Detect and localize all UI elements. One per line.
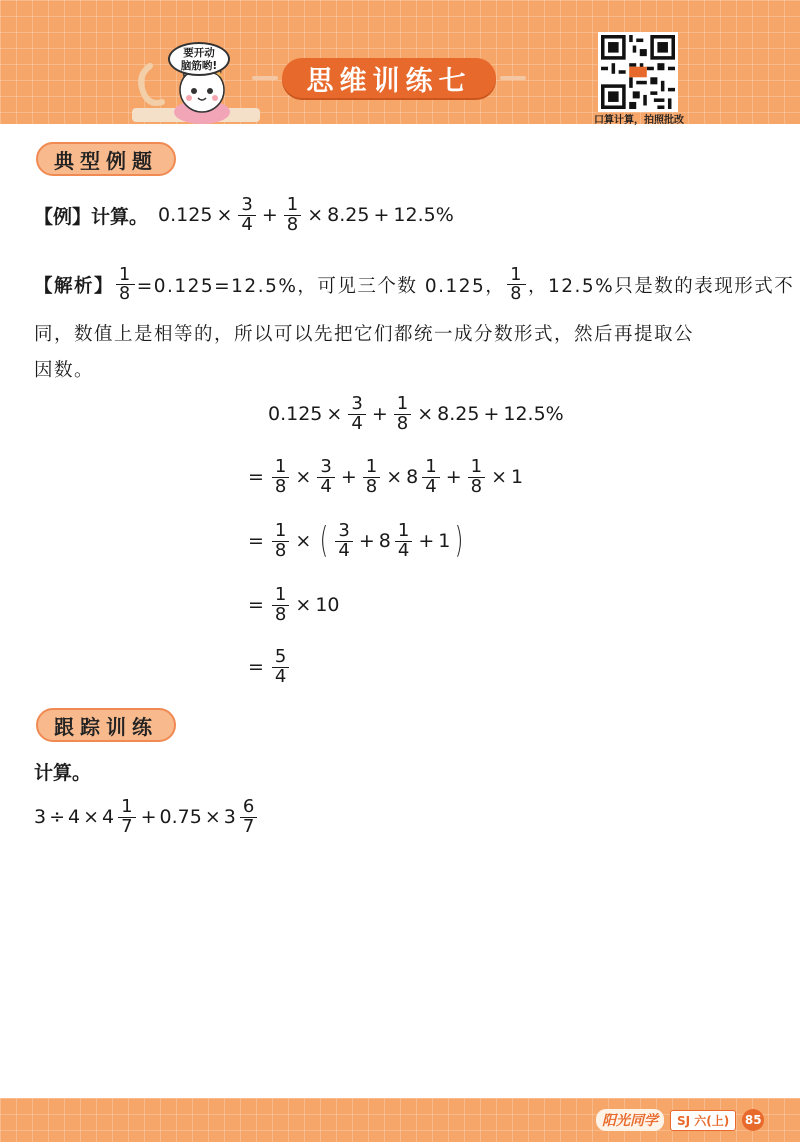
mixed-number [224, 798, 260, 837]
fraction [272, 522, 289, 561]
fraction [363, 458, 380, 497]
solution-step-3: = $\frac{1}{8}$ × 10 [248, 584, 340, 625]
qr-code[interactable] [598, 32, 678, 112]
fraction-den: 4 [241, 213, 253, 235]
page-title: 思维训练七 [282, 58, 496, 98]
fraction-den: 8 [274, 603, 287, 625]
expr-term: 8.25 [327, 204, 370, 227]
fraction [335, 522, 352, 561]
fraction-den: 8 [470, 475, 483, 497]
expr-operator: + [261, 204, 278, 227]
page-number: 85 [742, 1109, 764, 1131]
example-prompt: 计算。 [91, 205, 149, 228]
fraction-den: 8 [286, 213, 299, 235]
fraction [468, 458, 485, 497]
fraction-den: 4 [351, 412, 363, 434]
analysis-text: =0.125=12.5%，可见三个数 0.125， [136, 275, 506, 297]
fraction-den: 8 [396, 412, 409, 434]
expr-term: 0.125 [268, 403, 323, 426]
analysis-line-1 [34, 266, 794, 304]
fraction [118, 798, 135, 837]
fraction-den: 4 [397, 539, 410, 561]
fraction [272, 648, 289, 687]
fraction-num: 1 [395, 522, 412, 542]
fraction [507, 266, 526, 304]
fraction-den: 8 [274, 539, 287, 561]
solution-step-1: = $\frac{1}{8}$ × $\frac{3}{4}$ + $\frac{1}{8}$ × 8 $\frac{1}{4}$ + $\frac{1}{8}$ × 1 [248, 456, 524, 497]
fraction-num: 1 [363, 458, 380, 478]
fraction-den: 8 [365, 475, 378, 497]
fraction [116, 266, 135, 304]
fraction [394, 395, 411, 434]
footer [596, 1108, 764, 1132]
fraction-den: 8 [119, 284, 132, 305]
expr-operator: ÷ [49, 806, 66, 829]
fraction-num: 1 [116, 266, 135, 285]
fraction-num: 1 [118, 798, 135, 818]
fraction-num: 3 [238, 196, 255, 216]
fraction-den: 8 [510, 284, 523, 305]
fraction-den: 4 [338, 539, 350, 561]
equals-sign: = [248, 594, 264, 617]
expr-term: 12.5% [503, 403, 564, 426]
fraction-num: 5 [272, 648, 289, 668]
fraction [240, 798, 257, 837]
brand-logo: 阳光同学 [596, 1109, 664, 1131]
qr-caption: 口算计算，拍照批改 [594, 115, 684, 126]
expr-term: 1 [511, 466, 524, 489]
fraction-den: 4 [425, 475, 437, 497]
mixed-whole: 8 [378, 530, 391, 553]
fraction-den: 8 [274, 475, 287, 497]
fraction [348, 395, 365, 434]
expr-term: 8.25 [437, 403, 480, 426]
expr-term: 0.75 [159, 806, 202, 829]
mixed-number [102, 798, 138, 837]
fraction-num: 1 [468, 458, 485, 478]
mixed-number [406, 458, 442, 497]
left-paren: ( [320, 520, 329, 562]
equals-sign: = [248, 530, 264, 553]
fraction-den: 4 [320, 475, 332, 497]
solution-step-4 [248, 648, 291, 687]
fraction-num: 1 [507, 266, 526, 285]
analysis-text: ，12.5%只是数的表现形式不 [527, 275, 795, 297]
example-tag: 【例】 [34, 205, 92, 228]
mixed-number [379, 522, 415, 561]
example-problem: 【例】 计算。 0.125 × $\frac{3}{4}$ + $\frac{1}{8}$ × 8.25 + 12.5% [34, 194, 454, 235]
fraction-num: 1 [272, 586, 289, 606]
fraction-num: 6 [240, 798, 257, 818]
qr-code-icon [601, 35, 675, 109]
equals-sign: = [248, 656, 264, 679]
practice-problem: 3 ÷ 4 × 4 $\frac{1}{7}$ + 0.75 × 3 $\frac{6}{7}$ [34, 798, 259, 837]
speech-bubble [168, 42, 230, 76]
right-paren: ) [455, 520, 464, 562]
expr-term: 3 [34, 806, 47, 829]
fraction-num: 1 [422, 458, 439, 478]
expr-term: 0.125 [158, 204, 213, 227]
fraction-num: 3 [335, 522, 352, 542]
equals-sign: = [248, 466, 264, 489]
fraction-den: 7 [242, 815, 255, 837]
mixed-whole: 8 [406, 466, 419, 489]
fraction-num: 3 [317, 458, 334, 478]
bubble-line-1: 要开动 [183, 47, 215, 59]
fraction-num: 1 [394, 395, 411, 415]
expr-operator: × [216, 204, 233, 227]
fraction-den: 4 [274, 665, 287, 687]
analysis-tag: 【解析】 [34, 275, 115, 297]
solution-step-0: 0.125 × $\frac{3}{4}$ + $\frac{1}{8}$ × 8.25 + 12.5% [268, 393, 564, 434]
fraction-num: 3 [348, 395, 365, 415]
fraction [395, 522, 412, 561]
expr-term: 1 [438, 530, 451, 553]
fraction [422, 458, 439, 497]
section-practice-label: 跟踪训练 [36, 708, 176, 742]
fraction [272, 458, 289, 497]
fraction [238, 196, 255, 235]
fraction-den: 7 [121, 815, 133, 837]
expr-term: 4 [68, 806, 81, 829]
mixed-whole: 3 [223, 806, 236, 829]
solution-step-2: = $\frac{1}{8}$ × ( $\frac{3}{4}$ + 8 $\frac{1}{4}$ + 1 ) [248, 520, 464, 562]
bubble-line-2: 脑筋哟! [180, 60, 218, 72]
expr-term: 10 [315, 594, 340, 617]
grade-badge: SJ 六(上) [670, 1110, 736, 1131]
practice-prompt: 计算。 [34, 762, 92, 784]
analysis-line-3: 因数。 [34, 360, 95, 381]
expr-term: 12.5% [393, 204, 454, 227]
section-example-label: 典型例题 [36, 142, 176, 176]
fraction [272, 586, 289, 625]
analysis-line-2: 同，数值上是相等的，所以可以先把它们都统一成分数形式，然后再提取公 [34, 324, 695, 345]
fraction-num: 1 [284, 196, 301, 216]
fraction-num: 1 [272, 522, 289, 542]
fraction-num: 1 [272, 458, 289, 478]
fraction [284, 196, 301, 235]
mixed-whole: 4 [102, 806, 115, 829]
fraction [317, 458, 334, 497]
